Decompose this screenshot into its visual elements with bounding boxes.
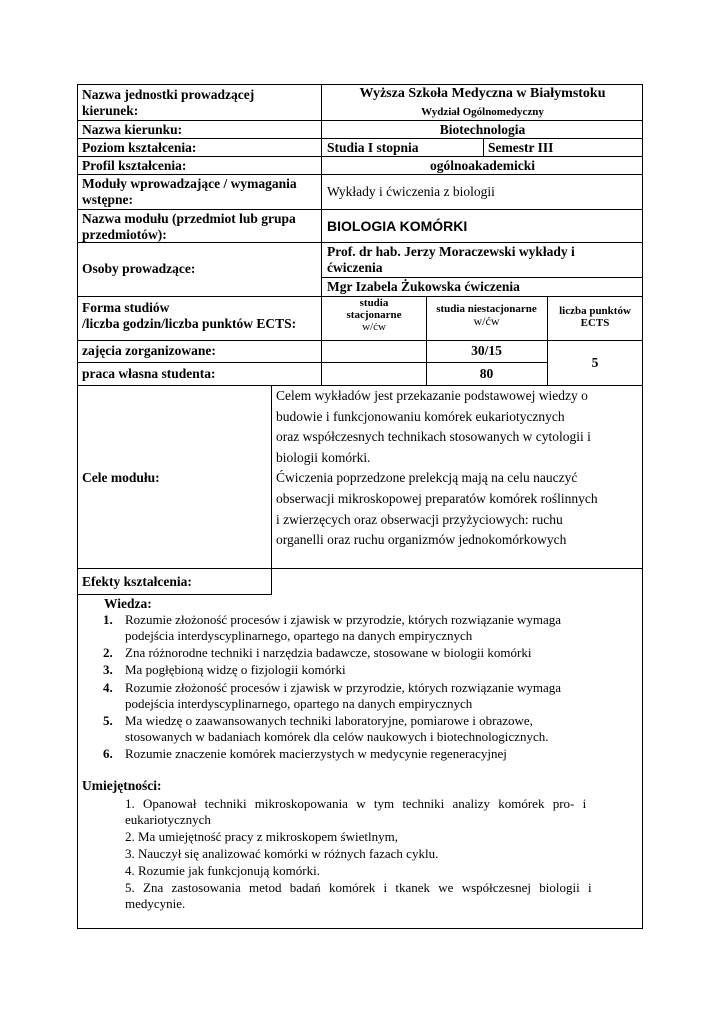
module-label: Nazwa modułu (przedmiot lub grupa przedmiotów): (82, 211, 296, 242)
profile-label: Profil kształcenia: (82, 158, 187, 173)
study-form-label: Forma studiów /liczba godzin/liczba punktów ECTS: (82, 300, 297, 331)
prereq-value: Wykłady i ćwiczenia z biologii (327, 184, 495, 199)
level-value: Studia I stopnia (327, 140, 419, 155)
organized-value: 30/15 (471, 343, 502, 358)
faculty-name: Wydział Ogólnomedyczny (421, 106, 544, 118)
school-name: Wyższa Szkoła Medyczna w Białymstoku (359, 86, 606, 101)
major-value: Biotechnologia (439, 122, 526, 137)
selfwork-label: praca własna studenta: (82, 366, 216, 381)
prereq-label: Moduły wprowadzające / wymagania wstępne: (82, 176, 297, 207)
lecturers-label: Osoby prowadzące: (82, 261, 196, 276)
skills-heading: Umiejętności: (82, 778, 162, 793)
organized-label: zajęcia zorganizowane: (82, 343, 216, 358)
unit-label: Nazwa jednostki prowadzącej kierunek: (82, 87, 255, 118)
major-label: Nazwa kierunku: (82, 122, 183, 137)
goals-label: Cele modułu: (82, 470, 160, 485)
lecturer-2: Mgr Izabela Żukowska ćwiczenia (327, 279, 520, 294)
lecturer-1: Prof. dr hab. Jerzy Moraczewski wykłady i ćwiczenia (327, 244, 575, 275)
selfwork-value: 80 (479, 366, 494, 381)
outcomes-label: Efekty kształcenia: (82, 574, 192, 589)
col-parttime: studia niestacjonarne w/ćw (436, 303, 537, 328)
syllabus-page: Nazwa jednostki prowadzącej kierunek: Wyższa Szkoła Medyczna w Białymstoku Wydział Ogólnomedyczny Nazwa kierunku: Biotechnologia Poziom kształcenia: Studia I stopnia Semestr III Profil kształcenia: ogólnoakademicki Moduły wprowadzające / wymagania wstępne: Wykłady i ćwiczenia z biologii Nazwa modułu (przedmiot lub grupa przedmiotów): BIOLOGIA KOMÓRKI Osoby prowadzące: Prof. dr hab. Jerzy Moraczewski wykłady i ćwiczenia Mgr Izabela Żukowska ćwiczenia Forma studiów /liczba godzin/liczba punktów ECTS: studia stacjonarne w/ćw studia niestacjonarne w/ćw liczba punktów ECTS zajęcia zorganizowane: 30/15 5 praca własna studenta: 80 Cele modułu: Celem wykładów jest przekazanie podstawowej wiedzy o budowie i funkcjonowaniu komórek eukariotycznych oraz współczesnych technikach stosowanych w cytologii i biologii komórki. Ćwiczenia poprzedzone prelekcją mają na celu nauczyć obserwacji mikroskopowej preparatów komórek roślinnych i zwierzęcych oraz obserwacji przyżyciowych: ruchu organelli oraz ruchu organizmów jednokomórkowych Efekty kształcenia: Wiedza: 1. Rozumie złożoność procesów i zjawisk w przyrodzie, których rozwiązanie wymaga podejścia interdyscyplinarnego, opartego na danych empirycznych 2. Zna różnorodne techniki i narzędzia badawcze, stosowane w biologii komórki 3. Ma pogłębioną widzę o fizjologii komórki 4. Rozumie złożoność procesów i zjawisk w przyrodzie, których rozwiązanie wymaga podejścia interdyscyplinarnego, opartego na danych empirycznych 5. Ma wiedzę o zaawansowanych techniki laboratoryjne, pomiarowe i obrazowe, stosowanych w badaniach komórek dla celów naukowych i biotechnologicznych. 6. Rozumie znaczenie komórek macierzystych w medycynie regeneracyjnej Umiejętności: 1. Opanował techniki mikroskopowania w tym techniki analizy komórek pro- i eukariotycznych 2. Ma umiejętność pracy z mikroskopem świetlnym, 3. Nauczył się analizować komórki w różnych fazach cyklu. 4. Rozumie jak funkcjonują komórki. 5. Zna zastosowania metod badań komórek i tkanek we współczesnej biologii i medycynie. (0, 0, 724, 1024)
semester-value: Semestr III (488, 140, 554, 155)
col-ects: liczba punktów ECTS (559, 305, 631, 329)
module-value: BIOLOGIA KOMÓRKI (327, 218, 468, 234)
level-label: Poziom kształcenia: (82, 140, 197, 155)
divider (271, 385, 272, 595)
col-fulltime: studia stacjonarne w/ćw (346, 297, 402, 333)
ects-value: 5 (591, 355, 599, 370)
knowledge-heading: Wiedza: (104, 596, 152, 611)
profile-value: ogólnoakademicki (429, 158, 535, 173)
